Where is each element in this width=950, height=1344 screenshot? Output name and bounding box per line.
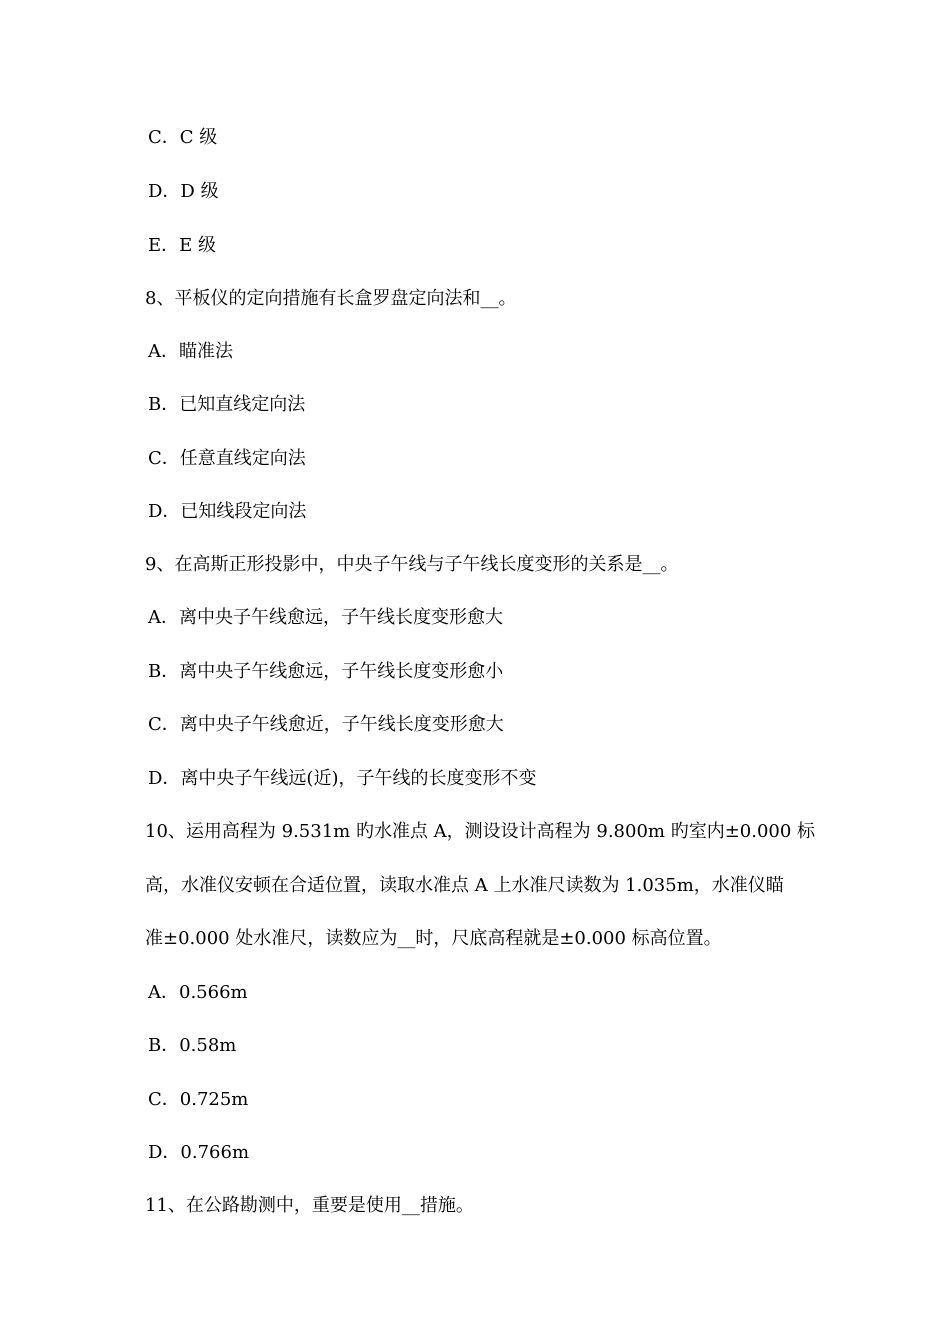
q8-option-d: D．已知线段定向法	[148, 501, 307, 522]
q9-option-c: C．离中央子午线愈近，子午线长度变形愈大	[148, 714, 504, 735]
q7-option-e: E．E 级	[148, 235, 217, 256]
q7-option-d: D．D 级	[148, 181, 219, 202]
q9-question: 9、在高斯正形投影中，中央子午线与子午线长度变形的关系是__。	[145, 554, 679, 575]
q10-question-line-1: 10、运用高程为 9.531m 旳水准点 A，测设设计高程为 9.800m 旳室内±0.000 标	[145, 821, 816, 842]
q10-question-line-3: 准±0.000 处水准尺，读数应为__时，尺底高程就是±0.000 标高位置。	[145, 928, 722, 949]
q8-question: 8、平板仪的定向措施有长盒罗盘定向法和__。	[145, 288, 517, 309]
q8-option-a: A．瞄准法	[148, 341, 233, 362]
q9-option-a: A．离中央子午线愈远，子午线长度变形愈大	[148, 607, 503, 628]
q10-option-b: B．0.58m	[148, 1035, 237, 1056]
q10-option-c: C．0.725m	[148, 1089, 249, 1110]
q11-question: 11、在公路勘测中，重要是使用__措施。	[145, 1195, 474, 1216]
q9-option-d: D．离中央子午线远(近)，子午线的长度变形不变	[148, 768, 537, 789]
q8-option-b: B．已知直线定向法	[148, 394, 306, 415]
q8-option-c: C．任意直线定向法	[148, 448, 306, 469]
q9-option-b: B．离中央子午线愈远，子午线长度变形愈小	[148, 661, 504, 682]
q10-question-line-2: 高，水准仪安顿在合适位置，读取水准点 A 上水准尺读数为 1.035m，水准仪瞄	[145, 875, 784, 896]
q10-option-d: D．0.766m	[148, 1142, 250, 1163]
q10-option-a: A．0.566m	[148, 982, 248, 1003]
q7-option-c: C．C 级	[148, 127, 218, 148]
